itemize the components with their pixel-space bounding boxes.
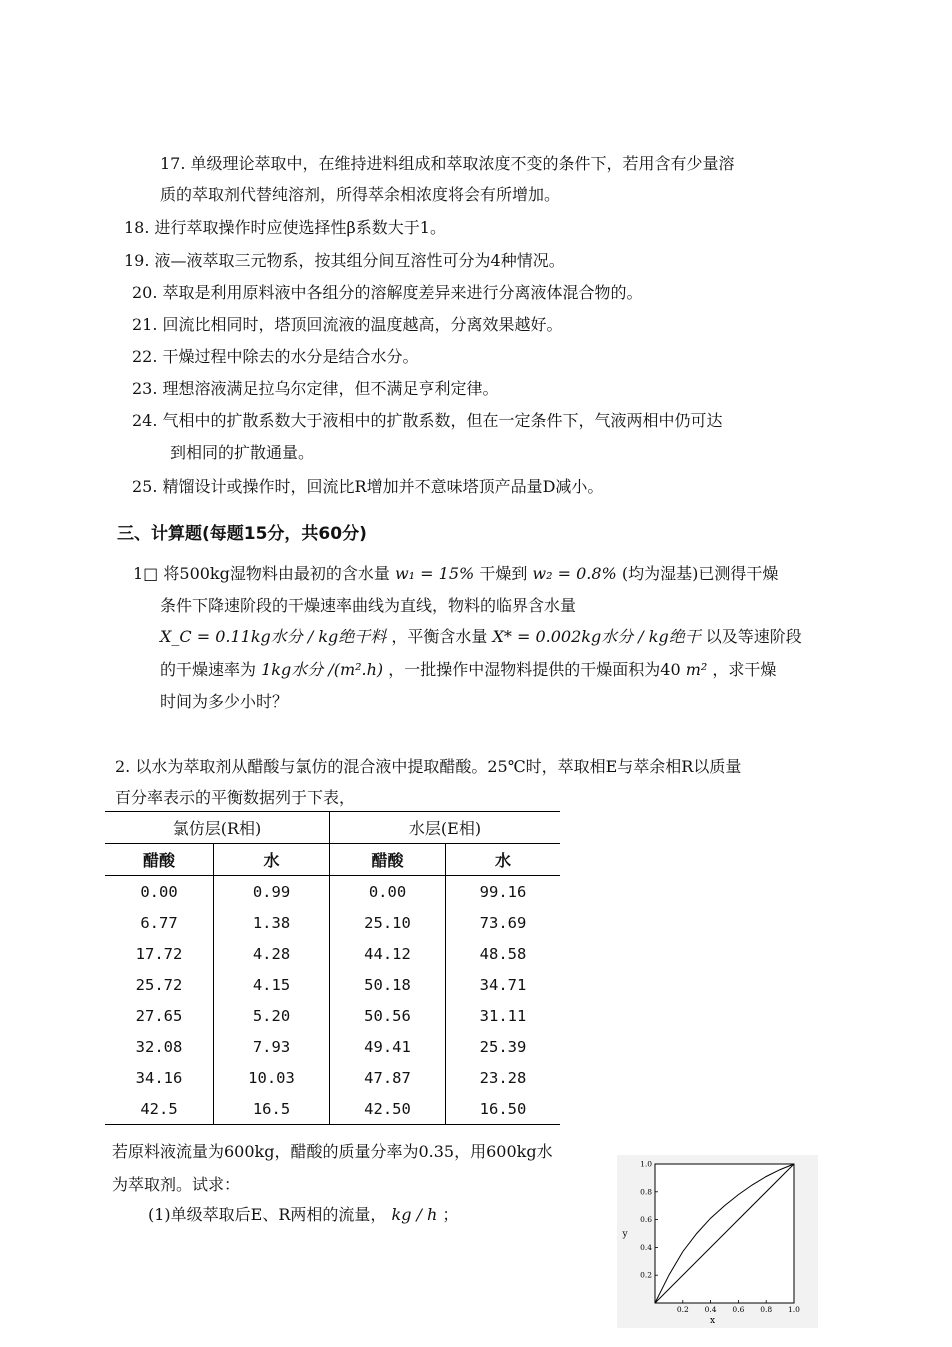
table-row xyxy=(105,1093,560,1125)
y-tick-label: 0.2 xyxy=(640,1270,652,1280)
table-cell: 31.11 xyxy=(479,1006,527,1025)
table-cell: 50.18 xyxy=(330,969,446,1000)
equilibrium-table xyxy=(105,811,560,1125)
table-cell: 1.38 xyxy=(214,907,330,938)
y-tick-label: 0.4 xyxy=(640,1242,652,1252)
q1-line1 xyxy=(133,564,778,584)
q1-text-g: ，一批操作中湿物料提供的干燥面积为40 xyxy=(388,660,681,679)
q1-line3 xyxy=(160,627,802,647)
table-cell: 23.28 xyxy=(479,1068,527,1087)
table-cell: 42.50 xyxy=(330,1093,446,1125)
table-cell: 25.39 xyxy=(479,1037,527,1056)
statement-23: 23. 理想溶液满足拉乌尔定律，但不满足亨利定律。 xyxy=(132,379,499,398)
x-tick-label: 0.8 xyxy=(760,1305,773,1314)
table-header: 醋酸 xyxy=(330,844,446,876)
q1-text-e: 以及等速阶段 xyxy=(705,627,802,646)
statement-22: 22. 干燥过程中除去的水分是结合水分。 xyxy=(132,347,419,366)
statement-21: 21. 回流比相同时，塔顶回流液的温度越高，分离效果越好。 xyxy=(132,315,563,334)
table-cell: 0.00 xyxy=(330,876,446,908)
statement-24-line1: 24. 气相中的扩散系数大于液相中的扩散系数，但在一定条件下，气液两相中仍可达 xyxy=(132,411,723,430)
statement-18: 18. 进行萃取操作时应使选择性β系数大于1。 xyxy=(124,218,446,237)
q2-line2: 百分率表示的平衡数据列于下表， xyxy=(115,788,356,807)
equilibrium-chart-svg xyxy=(617,1155,818,1328)
q1-text-f: 的干燥速率为 xyxy=(160,660,257,679)
y-tick-label: 0.8 xyxy=(640,1187,652,1197)
table-cell: 49.41 xyxy=(330,1031,446,1062)
statement-20: 20. 萃取是利用原料液中各组分的溶解度差异来进行分离液体混合物的。 xyxy=(132,283,643,302)
y-axis-label: y xyxy=(622,1229,628,1240)
q1-text-b: 干燥到 xyxy=(479,564,528,583)
table-cell: 99.16 xyxy=(479,882,527,901)
table-cell: 34.16 xyxy=(105,1062,214,1093)
table-cell: 47.87 xyxy=(330,1062,446,1093)
x-tick-label: 0.6 xyxy=(732,1305,745,1314)
statement-19: 19. 液—液萃取三元物系，按其组分间互溶性可分为4种情况。 xyxy=(124,251,565,270)
q2-line1: 2. 以水为萃取剂从醋酸与氯仿的混合液中提取醋酸。25℃时，萃取相E与萃余相R以质量 xyxy=(115,757,742,776)
q1-xstar-formula: X* = 0.002kg水分 / kg绝干 xyxy=(492,627,701,646)
x-tick-label: 1.0 xyxy=(788,1305,800,1314)
statement-17-line1: 17. 单级理论萃取中，在维持进料组成和萃取浓度不变的条件下，若用含有少量溶 xyxy=(160,154,735,173)
table-cell: 0.99 xyxy=(214,876,330,908)
q2-sub1-unit: kg / h xyxy=(391,1205,438,1224)
statement-25: 25. 精馏设计或操作时，回流比R增加并不意味塔顶产品量D减小。 xyxy=(132,477,604,496)
y-tick-label: 0.6 xyxy=(640,1215,652,1225)
statement-24-line2: 到相同的扩散通量。 xyxy=(170,443,315,462)
table-cell: 44.12 xyxy=(330,938,446,969)
q1-area-unit: m² xyxy=(685,660,708,679)
x-tick-label: 0.2 xyxy=(676,1305,689,1314)
table-header: 水 xyxy=(214,844,330,876)
q2-after-line2: 为萃取剂。试求： xyxy=(112,1175,241,1194)
statement-17-line2: 质的萃取剂代替纯溶剂，所得萃余相浓度将会有所增加。 xyxy=(160,185,561,204)
equilibrium-chart xyxy=(617,1155,818,1328)
table-cell: 4.15 xyxy=(214,969,330,1000)
q2-sub1-text: (1)单级萃取后E、R两相的流量， xyxy=(148,1205,387,1224)
table-cell: 32.08 xyxy=(105,1031,214,1062)
table-row xyxy=(105,1062,560,1093)
table-group-r: 氯仿层(R相) xyxy=(105,812,330,844)
table-cell: 7.93 xyxy=(214,1031,330,1062)
table-cell: 5.20 xyxy=(214,1000,330,1031)
q1-line2: 条件下降速阶段的干燥速率曲线为直线，物料的临界含水量 xyxy=(160,596,577,615)
q1-xc-formula: X_C = 0.11kg水分 / kg绝干料 xyxy=(160,627,387,646)
q1-w1-formula: w₁ = 15% xyxy=(394,564,475,583)
q1-text-h: ，求干燥 xyxy=(712,660,777,679)
table-cell: 6.77 xyxy=(105,907,214,938)
q2-after-line1: 若原料液流量为600kg，醋酸的质量分率为0.35，用600kg水 xyxy=(112,1142,553,1161)
q1-rate-formula: 1kg水分 /(m².h) xyxy=(261,660,384,679)
q1-text-d: ，平衡含水量 xyxy=(391,627,488,646)
table-header: 醋酸 xyxy=(105,844,214,876)
table-cell: 27.65 xyxy=(105,1000,214,1031)
table-cell: 42.5 xyxy=(105,1093,214,1125)
q1-line5: 时间为多少小时？ xyxy=(160,692,289,711)
section-heading: 三、计算题(每题15分，共60分) xyxy=(117,524,367,544)
table-cell: 16.50 xyxy=(446,1093,561,1125)
table-row xyxy=(105,1031,560,1062)
x-axis-label: x xyxy=(709,1316,716,1326)
x-tick-label: 0.4 xyxy=(704,1305,717,1314)
table-cell: 0.00 xyxy=(105,876,214,908)
table-cell: 50.56 xyxy=(330,1000,446,1031)
q2-sub1-end: ； xyxy=(442,1205,459,1224)
table-header: 水 xyxy=(446,844,561,876)
q1-line4 xyxy=(160,660,776,680)
q1-text-a: 1□ 将500kg湿物料由最初的含水量 xyxy=(133,564,390,583)
y-tick-label: 1.0 xyxy=(640,1159,652,1169)
table-cell: 34.71 xyxy=(479,975,527,994)
table-row xyxy=(105,938,560,969)
table-row xyxy=(105,907,560,938)
table-row xyxy=(105,1000,560,1031)
table-group-e: 水层(E相) xyxy=(330,812,561,844)
table-cell: 73.69 xyxy=(479,913,527,932)
table-cell: 4.28 xyxy=(214,938,330,969)
q1-w2-formula: w₂ = 0.8% xyxy=(532,564,617,583)
q2-subquestion-1 xyxy=(148,1205,458,1225)
q1-text-c: (均为湿基)已测得干燥 xyxy=(621,564,779,583)
table-cell: 16.5 xyxy=(214,1093,330,1125)
table-cell: 25.10 xyxy=(330,907,446,938)
table-row xyxy=(105,876,560,908)
table-cell: 48.58 xyxy=(479,944,527,963)
table-cell: 17.72 xyxy=(105,938,214,969)
table-cell: 10.03 xyxy=(214,1062,330,1093)
table-cell: 25.72 xyxy=(105,969,214,1000)
table-row xyxy=(105,969,560,1000)
